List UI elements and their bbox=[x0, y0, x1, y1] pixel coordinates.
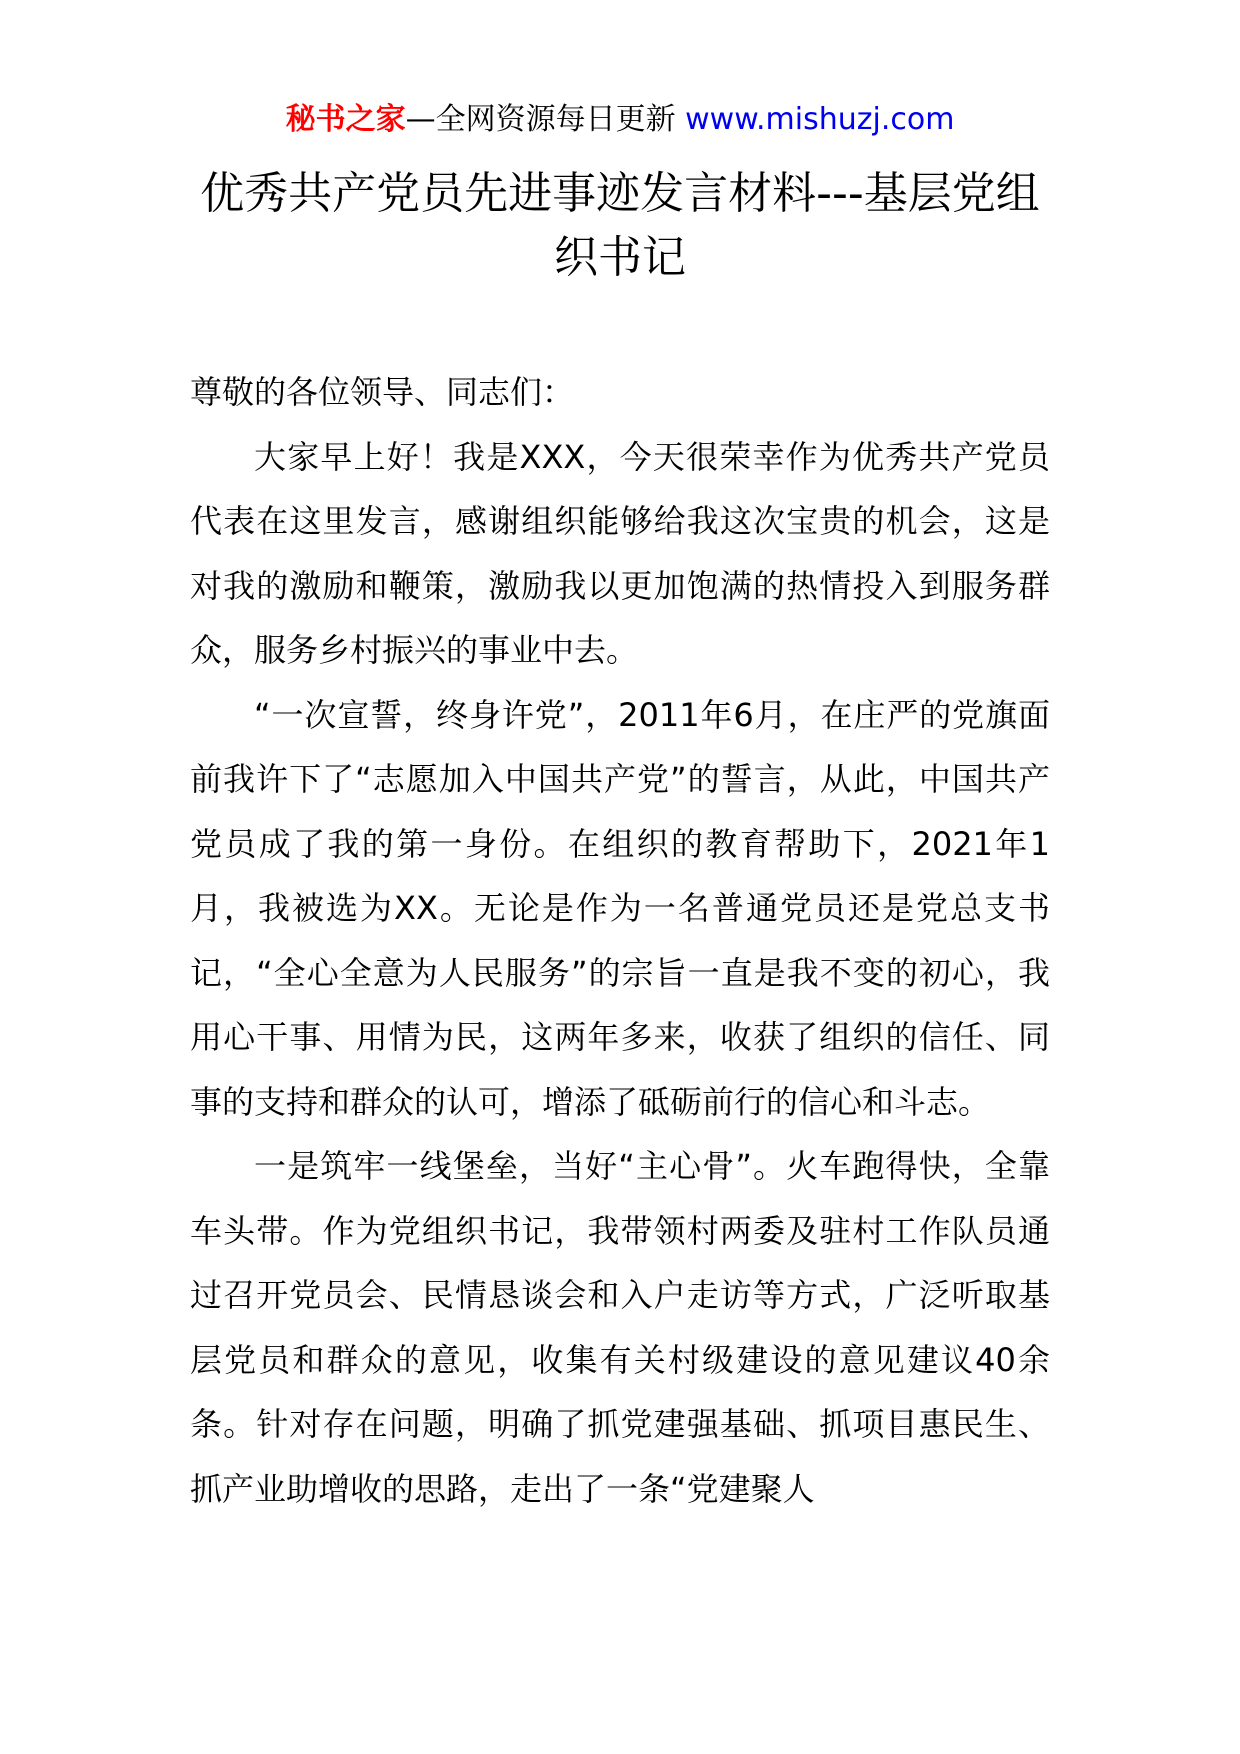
paragraph-greeting: 大家早上好！我是XXX，今天很荣幸作为优秀共产党员代表在这里发言，感谢组织能够给我这次宝贵的机会，这是对我的激励和鞭策，激励我以更加饱满的热情投入到服务群众，服务乡村振兴的事业中去。 bbox=[190, 437, 1050, 669]
brand-name: 秘书之家 bbox=[285, 102, 406, 137]
paragraph-first-point: 一是筑牢一线堡垒，当好“主心骨”。火车跑得快，全靠车头带。作为党组织书记，我带领村两委及驻村工作队员通过召开党员会、民情恳谈会和入户走访等方式，广泛听取基层党员和群众的意见，收集有关村级建设的意见建议40余条。针对存在问题，明确了抓党建强基础、抓项目惠民生、抓产业助增收的思路，走出了一条“党建聚人 bbox=[190, 1147, 1050, 1508]
site-url-link[interactable]: www.mishuzj.com bbox=[685, 102, 955, 137]
document-title: 优秀共产党员先进事迹发言材料---基层党组织书记 bbox=[200, 168, 1040, 283]
document-body bbox=[190, 360, 1050, 1521]
site-header bbox=[0, 100, 1240, 140]
salutation: 尊敬的各位领导、同志们： bbox=[190, 373, 575, 411]
paragraph-oath: “一次宣誓，终身许党”，2011年6月，在庄严的党旗面前我许下了“志愿加入中国共产党”的誓言，从此，中国共产党员成了我的第一身份。在组织的教育帮助下，2021年1月，我被选为XX。无论是作为一名普通党员还是党总支书记，“全心全意为人民服务”的宗旨一直是我不变的初心，我用心干事、用情为民，这两年多来，收获了组织的信任、同事的支持和群众的认可，增添了砥砺前行的信心和斗志。 bbox=[190, 695, 1050, 1121]
header-tagline: —全网资源每日更新 bbox=[405, 102, 676, 137]
